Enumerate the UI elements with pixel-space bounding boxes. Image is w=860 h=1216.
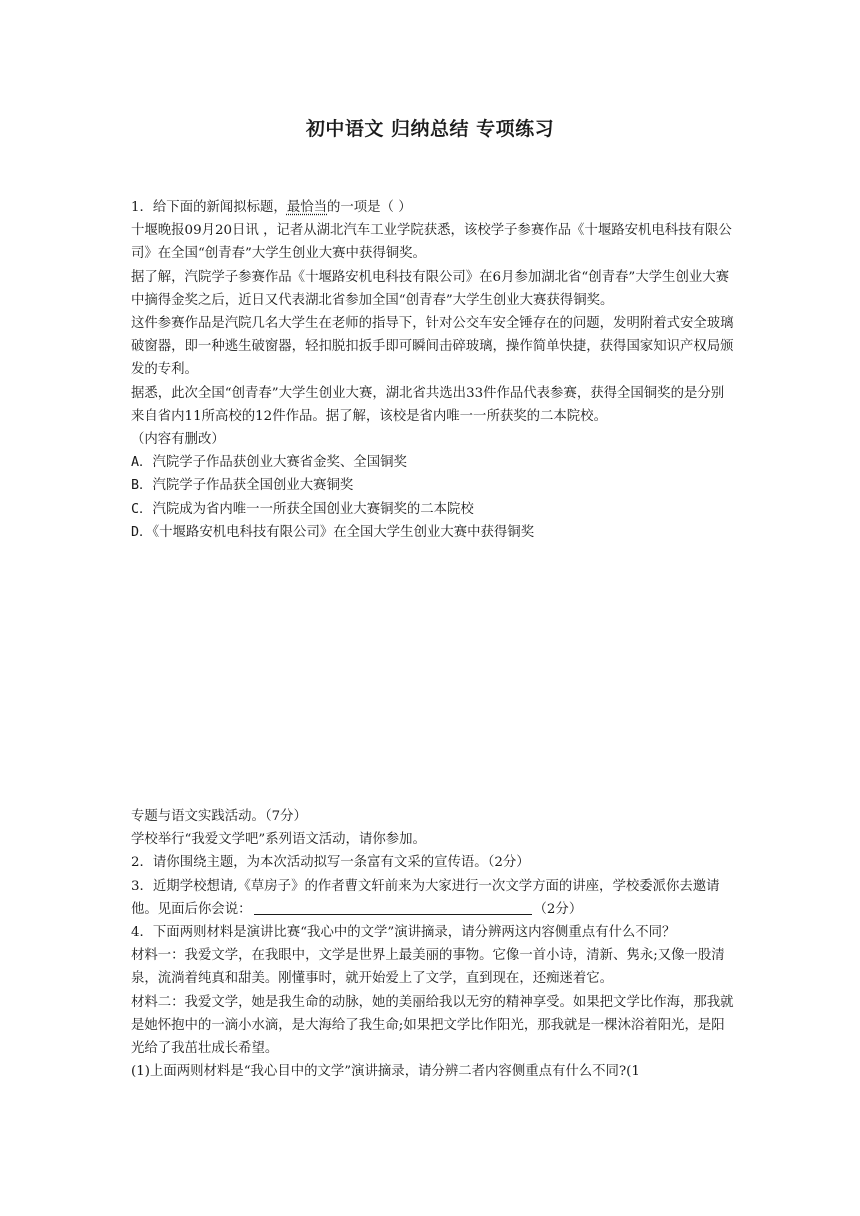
section-heading: 专题与语文实践活动。（7分） bbox=[131, 809, 307, 824]
news-paragraph: 十堰晚报09月20日讯 ，记者从湖北汽车工业学院获悉，该校学子参赛作品《十堰路安机电科技有限公司》在全国“创青春”大学生创业大赛中获得铜奖。 bbox=[131, 223, 732, 262]
material-2: 材料二：我爱文学，她是我生命的动脉，她的美丽给我以无穷的精神享受。如果把文学比作海，那我就是她怀抱中的一滴小水滴，是大海给了我生命;如果把文学比作阳光，那我就是一棵沐浴着阳光，是阳光给了我茁壮成长希望。 bbox=[131, 994, 734, 1057]
question-4: 4．下面两则材料是演讲比赛“我心中的文学”演讲摘录，请分辨两这内容侧重点有什么不同？ bbox=[131, 925, 676, 941]
question-2: 2．请你围绕主题，为本次活动拟写一条富有文采的宣传语。（2分） bbox=[131, 855, 530, 871]
question-3-text: 3．近期学校想请,《草房子》的作者曹文轩前来为大家进行一次文学方面的讲座，学校委派你去邀请他。见面后你会说： bbox=[131, 878, 720, 917]
material-1: 材料一：我爱文学，在我眼中，文学是世界上最美丽的事物。它像一首小诗，清新、隽永;又像一股清泉，流淌着纯真和甜美。刚懂事时，就开始爱上了文学，直到现在，还痴迷着它。 bbox=[131, 948, 725, 987]
question-1-emphasis: 最恰当 bbox=[286, 200, 327, 215]
option-d: D．《十堰路安机电科技有限公司》在全国大学生创业大赛中获得铜奖 bbox=[131, 524, 535, 540]
question-1-stem bbox=[131, 196, 735, 219]
news-paragraph: 据了解，汽院学子参赛作品《十堰路安机电科技有限公司》在6月参加湖北省“创青春”大学生创业大赛中摘得金奖之后，近日又代表湖北省参加全国“创青春”大学生创业大赛获得铜奖。 bbox=[131, 269, 730, 308]
news-paragraph: 这件参赛作品是汽院几名大学生在老师的指导下，针对公交车安全锤存在的问题，发明附着式安全玻璃破窗器，即一种逃生破窗器，轻扣脱扣扳手即可瞬间击碎玻璃，操作简单快捷，获得国家知识产权局颁发的专利。 bbox=[131, 316, 734, 378]
section-intro: 学校举行“我爱文学吧”系列语文活动，请你参加。 bbox=[131, 832, 426, 848]
answer-blank bbox=[254, 900, 532, 915]
question-1-prefix: 1．给下面的新闻拟标题， bbox=[131, 200, 287, 215]
page-title: 初中语文 归纳总结 专项练习 bbox=[305, 118, 555, 140]
news-paragraph: 据悉，此次全国“创青春”大学生创业大赛，湖北省共选出33件作品代表参赛，获得全国铜奖的是分别来自省内11所高校的12件作品。据了解，该校是省内唯一一所获奖的二本院校。 bbox=[131, 385, 725, 424]
option-b: B．汽院学子作品获全国创业大赛铜奖 bbox=[131, 478, 354, 494]
question-1 bbox=[131, 196, 735, 544]
news-source-note: （内容有删改） bbox=[131, 432, 225, 448]
practice-activity-section bbox=[131, 805, 735, 1083]
question-1-suffix: 的一项是（ ） bbox=[327, 200, 412, 215]
option-a: A．汽院学子作品获创业大赛省金奖、全国铜奖 bbox=[131, 455, 407, 471]
question-3-score: （2分） bbox=[533, 901, 583, 917]
question-3 bbox=[131, 875, 735, 921]
option-c: C．汽院成为省内唯一一所获全国创业大赛铜奖的二本院校 bbox=[131, 501, 474, 517]
sub-question-1: (1)上面两则材料是“我心目中的文学”演讲摘录，请分辨二者内容侧重点有什么不同?(1 bbox=[131, 1064, 640, 1080]
